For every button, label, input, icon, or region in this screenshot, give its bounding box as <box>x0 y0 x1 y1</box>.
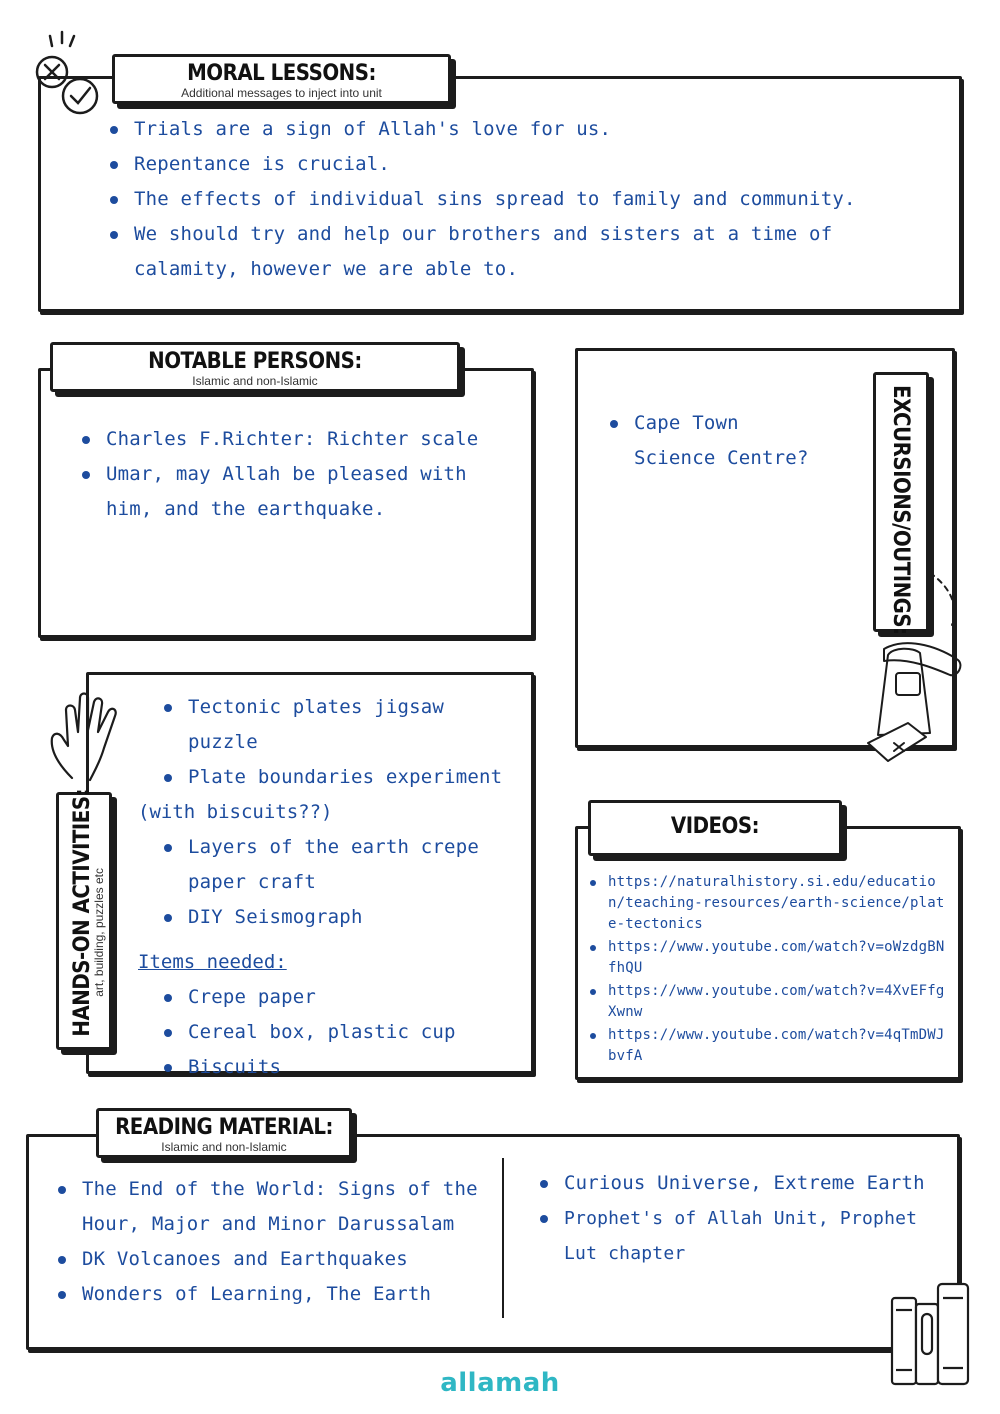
list-item: Umar, may Allah be pleased with him, and the earthquake. <box>78 457 498 527</box>
list-item: Tectonic plates jigsaw puzzle <box>160 690 518 760</box>
video-link[interactable]: https://www.youtube.com/watch?v=4XvEFfgXwnw <box>586 981 952 1023</box>
activities-subtitle: art, building, puzzles etc <box>92 868 106 997</box>
list-item: Curious Universe, Extreme Earth <box>536 1166 946 1201</box>
excursions-list <box>606 406 826 476</box>
list-item: Biscuits <box>160 1050 518 1085</box>
list-item: Wonders of Learning, The Earth <box>54 1277 484 1312</box>
notable-persons-tag <box>50 342 460 392</box>
backpack-icon <box>848 565 968 775</box>
list-item: The End of the World: Signs of the Hour, Major and Minor Darussalam <box>54 1172 484 1242</box>
activities-tag <box>56 789 112 1050</box>
moral-lessons-tag <box>112 54 451 104</box>
brand-logo: allamah <box>440 1368 560 1398</box>
notable-persons-title: NOTABLE PERSONS: <box>148 349 362 374</box>
activities-title: HANDS-ON ACTIVITIES: <box>70 789 95 1037</box>
list-item: Repentance is crucial. <box>106 147 936 182</box>
list-item: The effects of individual sins spread to family and community. <box>106 182 936 217</box>
reading-subtitle: Islamic and non-Islamic <box>161 1140 287 1154</box>
videos-tag <box>588 800 842 856</box>
hand-icon <box>42 686 132 786</box>
excursions-title: EXCURSIONS/OUTINGS: <box>888 385 913 635</box>
list-item: Trials are a sign of Allah's love for us. <box>106 112 936 147</box>
moral-lessons-title: MORAL LESSONS: <box>187 61 376 86</box>
checklist-icon <box>28 28 108 118</box>
video-link[interactable]: https://www.youtube.com/watch?v=4qTmDWJbvfA <box>586 1025 952 1067</box>
videos-title: VIDEOS: <box>670 814 760 839</box>
items-needed-label: Items needed: <box>138 951 287 973</box>
activities-note: (with biscuits??) <box>138 801 333 823</box>
list-item: Charles F.Richter: Richter scale <box>78 422 498 457</box>
list-item: DK Volcanoes and Earthquakes <box>54 1242 484 1277</box>
reading-list-left <box>54 1172 484 1312</box>
list-item: DIY Seismograph <box>160 900 518 935</box>
videos-list <box>586 872 952 1067</box>
reading-divider <box>502 1158 504 1318</box>
video-link[interactable]: https://naturalhistory.si.edu/education/teaching-resources/earth-science/plate-tectonics <box>586 872 952 935</box>
list-item: We should try and help our brothers and sisters at a time of calamity, however we are able to. <box>106 217 936 287</box>
list-item: Crepe paper <box>160 980 518 1015</box>
activities-list <box>138 690 518 1085</box>
reading-title: READING MATERIAL: <box>115 1115 333 1140</box>
list-item: Cereal box, plastic cup <box>160 1015 518 1050</box>
moral-lessons-subtitle: Additional messages to inject into unit <box>181 86 382 100</box>
video-link[interactable]: https://www.youtube.com/watch?v=oWzdgBNfhQU <box>586 937 952 979</box>
list-item: Layers of the earth crepe paper craft <box>160 830 488 900</box>
notable-persons-list <box>78 422 498 527</box>
list-item: Cape Town Science Centre? <box>606 406 826 476</box>
reading-tag <box>96 1108 352 1158</box>
list-item: Plate boundaries experiment <box>160 760 518 795</box>
moral-lessons-list <box>106 112 936 287</box>
list-item: Prophet's of Allah Unit, Prophet Lut chapter <box>536 1201 946 1271</box>
reading-list-right <box>536 1166 946 1271</box>
notable-persons-subtitle: Islamic and non-Islamic <box>192 374 318 388</box>
